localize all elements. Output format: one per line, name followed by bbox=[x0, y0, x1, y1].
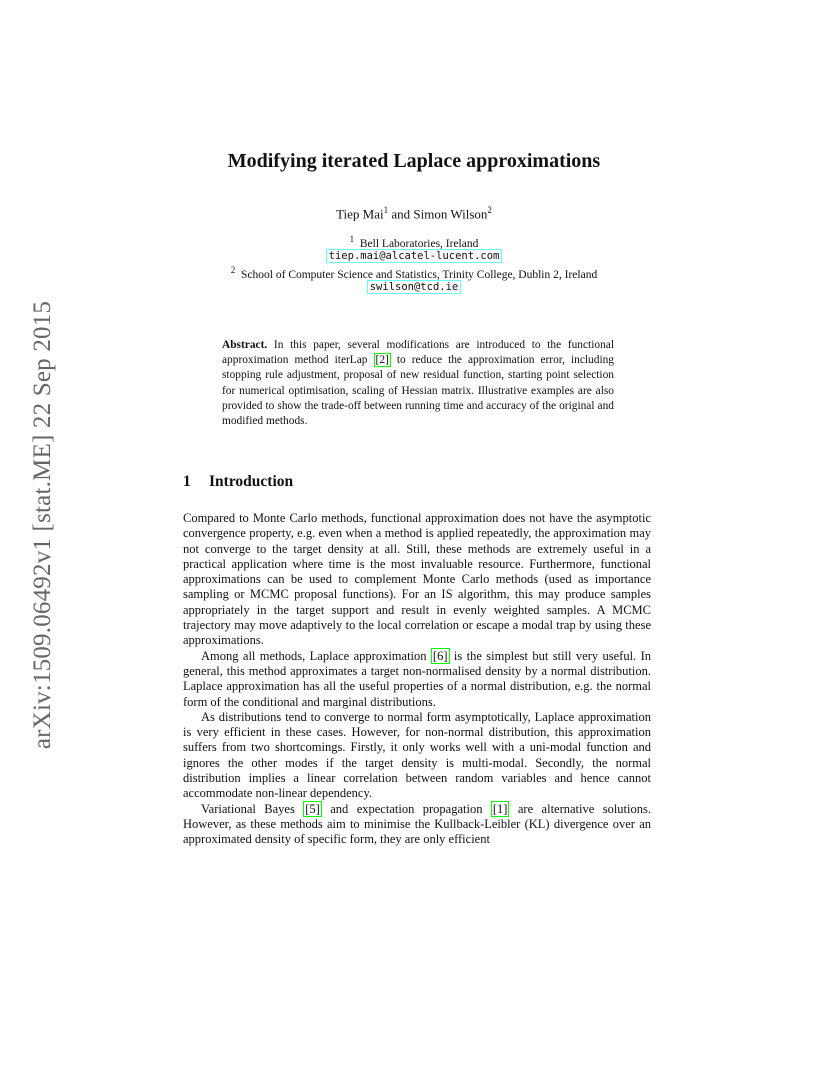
paragraph bbox=[183, 649, 651, 710]
author-affil-mark: 1 bbox=[383, 205, 389, 215]
arxiv-id: arXiv:1509.06492v1 [stat.ME] 22 Sep 2015 bbox=[29, 300, 56, 750]
abstract-text: In this paper, several modifications are introduced to the functional approximation method iterLap bbox=[222, 339, 614, 367]
abstract-label: Abstract. bbox=[222, 339, 268, 351]
affiliation-1 bbox=[0, 234, 828, 250]
citation-link[interactable]: [6] bbox=[432, 648, 448, 663]
email-link[interactable]: swilson@tcd.ie bbox=[367, 280, 462, 294]
section-number: 1 bbox=[183, 473, 191, 490]
author-affil-mark: 2 bbox=[487, 205, 492, 215]
paragraph-text: is the simplest but still very useful. In general, this method approximates a target non-normalised density by a normal distribution. Laplace approximation has all the useful properties of a normal distribution, e.g. the normal form of the conditional and marginal distributions. bbox=[183, 648, 651, 709]
paragraph-text: Among all methods, Laplace approximation bbox=[201, 648, 431, 663]
paragraph bbox=[183, 802, 651, 848]
paragraph-text: are alternative solutions. However, as these methods aim to minimise the Kullback-Leibler (KL) divergence over an approximated density of specific form, they are only efficient bbox=[183, 801, 651, 847]
author-joiner: and bbox=[388, 206, 414, 222]
author-line bbox=[0, 205, 828, 222]
affil-mark: 1 bbox=[349, 234, 355, 244]
paper-title: Modifying iterated Laplace approximations bbox=[227, 150, 601, 172]
abstract bbox=[222, 338, 614, 429]
citation-link[interactable]: [2] bbox=[375, 354, 389, 367]
body-text bbox=[183, 511, 651, 848]
citation-link[interactable]: [5] bbox=[305, 801, 320, 816]
paragraph: As distributions tend to converge to normal form asymptotically, Laplace approximation is very efficient in these cases. However, for non-normal distribution, this approximation suffers from two shortcomings. Firstly, it only works well with a uni-modal function and ignores the other modes if the target density is multi-modal. Secondly, the normal distribution implies a linear correlation between random variables and hence cannot accommodate non-linear dependency. bbox=[183, 709, 651, 801]
paragraph-text: Variational Bayes bbox=[201, 801, 304, 816]
abstract-text: to reduce the approximation error, including stopping rule adjustment, proposal of new residual function, starting point selection for numerical optimisation, scaling of Hessian matrix. Illustrative examples are also provided to show the trade-off between running time and accuracy of the original and modified methods. bbox=[222, 354, 614, 428]
author-name: Tiep Mai bbox=[336, 206, 384, 222]
affiliation-1-email-line bbox=[0, 250, 828, 262]
paragraph: Compared to Monte Carlo methods, functional approximation does not have the asymptotic convergence property, e.g. even when a method is applied repeatedly, the approximation may not converge to the target density at all. Still, these methods are extremely useful in a practical application where time is the most invaluable resource. Furthermore, functional approximations can be used to complement Monte Carlo methods (used as importance sampling or MCMC proposal functions). For an IS algorithm, this may produce samples appropriately in the target support and result in evenly weighted samples. A MCMC trajectory may move adaptively to the local correlation or escape a modal trap by using these approximations. bbox=[183, 511, 651, 648]
email-link[interactable]: tiep.mai@alcatel-lucent.com bbox=[326, 249, 503, 263]
affil-mark: 2 bbox=[230, 265, 236, 275]
section-title: Introduction bbox=[209, 473, 294, 490]
affil-text: Bell Laboratories, Ireland bbox=[359, 237, 479, 250]
section-heading bbox=[183, 473, 293, 491]
affil-text: School of Computer Science and Statistics, Trinity College, Dublin 2, Ireland bbox=[241, 268, 598, 281]
arxiv-stamp bbox=[23, 280, 63, 770]
affiliation-2 bbox=[0, 265, 828, 281]
author-name: Simon Wilson bbox=[413, 206, 488, 222]
paragraph-text: and expectation propagation bbox=[321, 801, 491, 816]
affiliation-2-email-line bbox=[0, 281, 828, 293]
citation-link[interactable]: [1] bbox=[492, 801, 508, 816]
